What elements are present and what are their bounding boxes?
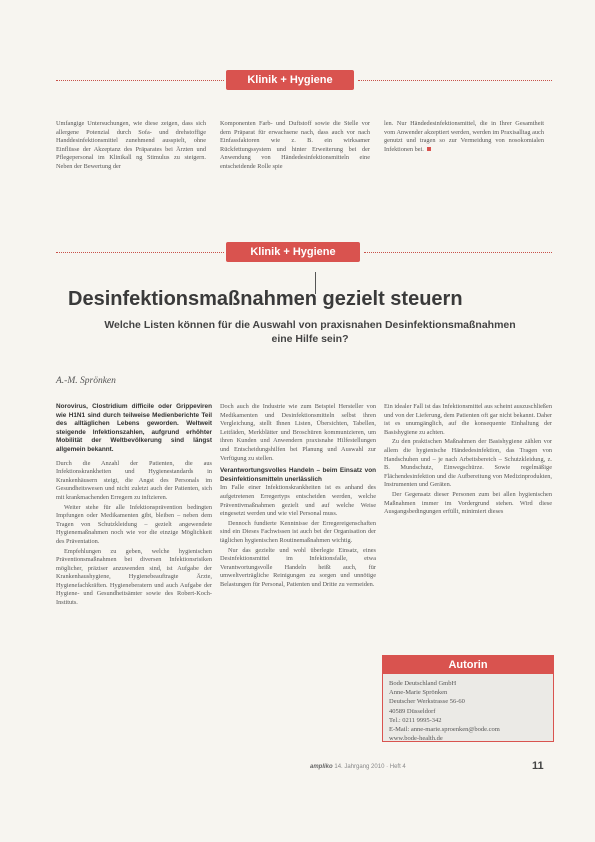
top-column-2 xyxy=(220,120,370,210)
magazine-issue: 14. Jahrgang 2010 · Heft 4 xyxy=(334,764,406,770)
top-column-2-text: Komponenten Farb- und Duftstoff sowie die Stelle vor dem Präparat für erwachsene nach, dass auch vor nach Einfassfaktoren wie z. B. ein wirksamer Rückfettungssystem und hinter Erweiterung bei der Anwendung von Händedesinfektionsmitteln eine entscheidende Rolle spie xyxy=(220,120,370,170)
main-rule-right xyxy=(364,252,552,253)
author-website: www.bode-health.de xyxy=(389,735,443,743)
main-rule-left xyxy=(56,252,224,253)
author-info-box xyxy=(382,655,554,742)
top-section-banner: Klinik + Hygiene xyxy=(226,70,354,90)
article-column-3 xyxy=(384,403,552,648)
col1-paragraph-2: Weiter stehe für alle Infektionsprävention bedingten Impfungen oder Medikamenten gibt, bleiben – neben dem Tragen von Schutzkleidung – gezielt angewendete Hygienemaßnahmen noch wie vor die einzige Möglichkeit des Präventation. xyxy=(56,503,212,545)
col2-paragraph-1: Doch auch die Industrie wie zum Beispiel Hersteller von Medikamenten und Desinfektionsmitteln selbst ihren Vergleichung, stellt Ihnen Listen, Übersichten, Tabellen, Leitfäden, Merkblätter und Broschüren kommunizieren, um ihren Kunden und Anwendern praxisnahe Hilfestellungen und Entscheidungshilfen bei Planung und Auswahl zur Verfügung zu stellen. xyxy=(220,403,376,462)
col1-paragraph-3: Empfehlungen zu geben, welche hygienischen Präventionsmaßnahmen bei diversen Infektionsrisiken möglicher, präziser anzuwenden sind, ist Aufgabe der Krankenhaushygiene, Hygienebeauftragte Ärzte, Hygienefachkräften. Hygieneberatern und auch Aufgabe der Hygiene- und Gesundheitsämter sowie des Robert-Koch-Instituts. xyxy=(56,547,212,607)
author-street: Deutscher Werkstrasse 56-60 xyxy=(389,698,465,706)
article-lead: Norovirus, Clostridium difficile oder Grippeviren wie H1N1 sind durch teilweise Medienberichte Teil des alltäglichen Lebens geworden. Weltweit steigende Infektionszahlen, aufgrund erhöhter Mobilität der Weltbevölkerung sind längst allgemein bekannt. xyxy=(56,403,212,453)
author-box-title: Autorin xyxy=(383,656,553,674)
col2-paragraph-4: Nur das gezielte und wohl überlegte Einsatz, eines Desinfektionsmittel im Infektionsfalle, etwa Verantwortungsvolle Handeln heißt auch, für umweltverträgliche Reinigungen zu sorgen und unnötige Belastungen für Personal, Patienten und Dritte zu vermeiden. xyxy=(220,546,376,588)
col3-paragraph-1: Ein idealer Fall ist das Infektionsmittel aus scheint auszuschließen und von der Lieferung, dem Patienten oft gar nicht bekannt. Daher ist es unumgänglich, auf die konsequente Einhaltung der Basishygiene zu achten. xyxy=(384,403,552,436)
top-rule-left xyxy=(56,80,224,81)
article-column-1 xyxy=(56,403,212,753)
article-headline: Desinfektionsmaßnahmen gezielt steuern xyxy=(68,288,463,310)
author-city: 40589 Düsseldorf xyxy=(389,707,436,715)
main-section-banner: Klinik + Hygiene xyxy=(226,242,360,262)
magazine-name: ampliko xyxy=(310,764,333,770)
page-number: 11 xyxy=(532,760,544,772)
page-footer xyxy=(310,764,510,770)
top-column-3 xyxy=(384,120,544,210)
top-column-1 xyxy=(56,120,206,210)
author-company: Bode Deutschland GmbH xyxy=(389,680,457,687)
article-subtitle: Welche Listen können für die Auswahl von praxisnahen Desinfektionsmaßnahmen eine Hilfe sein? xyxy=(104,319,516,345)
col1-paragraph-1: Durch die Anzahl der Patienten, die aus Infektionskrankheiten und Hygienestandards in Krankenhäusern steigt, die Angst des Personals im Gesundheitswesen und nicht zuletzt auch der Patienten, sich mit krankmachenden Erregern zu infizieren. xyxy=(56,459,212,501)
col2-paragraph-3: Dennoch fundierte Kenntnisse der Erregereigenschaften sind ein Dieses Fachwissen ist auch bei der Organisation der täglichen hygienischen Routinemaßnahmen wichtig. xyxy=(220,519,376,544)
top-column-1-text: Umfangige Untersuchungen, wie diese zeigen, dass sich allergene Potenzial durch Sofa- und drehstoffige Handdesinfektionsmittel zunehmend ausspielt, ohne Einflüsse der Akzeptanz des Präparates bei Ärzten und Pflegepersonal im Klinikall ng Stimulus zu steigern. Neben der Bewertung der xyxy=(56,120,206,170)
col3-paragraph-3: Der Gegensatz dieser Personen zum bei allen hygienischen Maßnahmen immer im Vordergrund stehen. Wird diese Ausgangsbedingungen erfüllt, minimiert dieses xyxy=(384,490,552,516)
article-column-2 xyxy=(220,403,376,753)
author-name: Anne-Marie Sprönken xyxy=(389,689,448,697)
top-rule-right xyxy=(358,80,552,81)
top-column-3-text: len. Nur Händedesinfektionsmittel, die in Ihrer Gesamtheit vom Anwender akzeptiert werden, werden im Praxisalltag auch genutzt und tragen so zur Vermeidung von nosokomialen Infektionen bei. xyxy=(384,120,544,153)
col2-paragraph-2: Im Falle einer Infektionskrankheiten ist es anhand des aufgetretenen Erregertyps entscheiden werden, welche Präventivmaßnahmen gezielt und auf welche Weise eingesetzt werden und wie viel Personal muss. xyxy=(220,484,376,518)
article-end-marker xyxy=(427,147,431,151)
col3-paragraph-2: Zu den praktischen Maßnahmen der Basishygiene zählen vor allem die hygienische Händedesinfektion, das Tragen von Handschuhen und – je nach Arbeitsbereich – Schutzkleidung, z. B. Mundschutz, Einwegschürze. Sowie regelmäßige Flächendesinfektion und die Aufbereitung von Medizinprodukten, Instrumenten und Geräten. xyxy=(384,438,552,489)
author-phone: Tel.: 0211 9995-342 xyxy=(389,716,442,724)
col2-subheading: Verantwortungsvolles Handeln – beim Einsatz von Desinfektionsmitteln unerlässlich xyxy=(220,467,376,483)
article-author: A.-M. Sprönken xyxy=(56,376,116,386)
author-box-lines xyxy=(383,674,553,748)
author-email: E-Mail: anne-marie.sproenken@bode.com xyxy=(389,726,500,734)
